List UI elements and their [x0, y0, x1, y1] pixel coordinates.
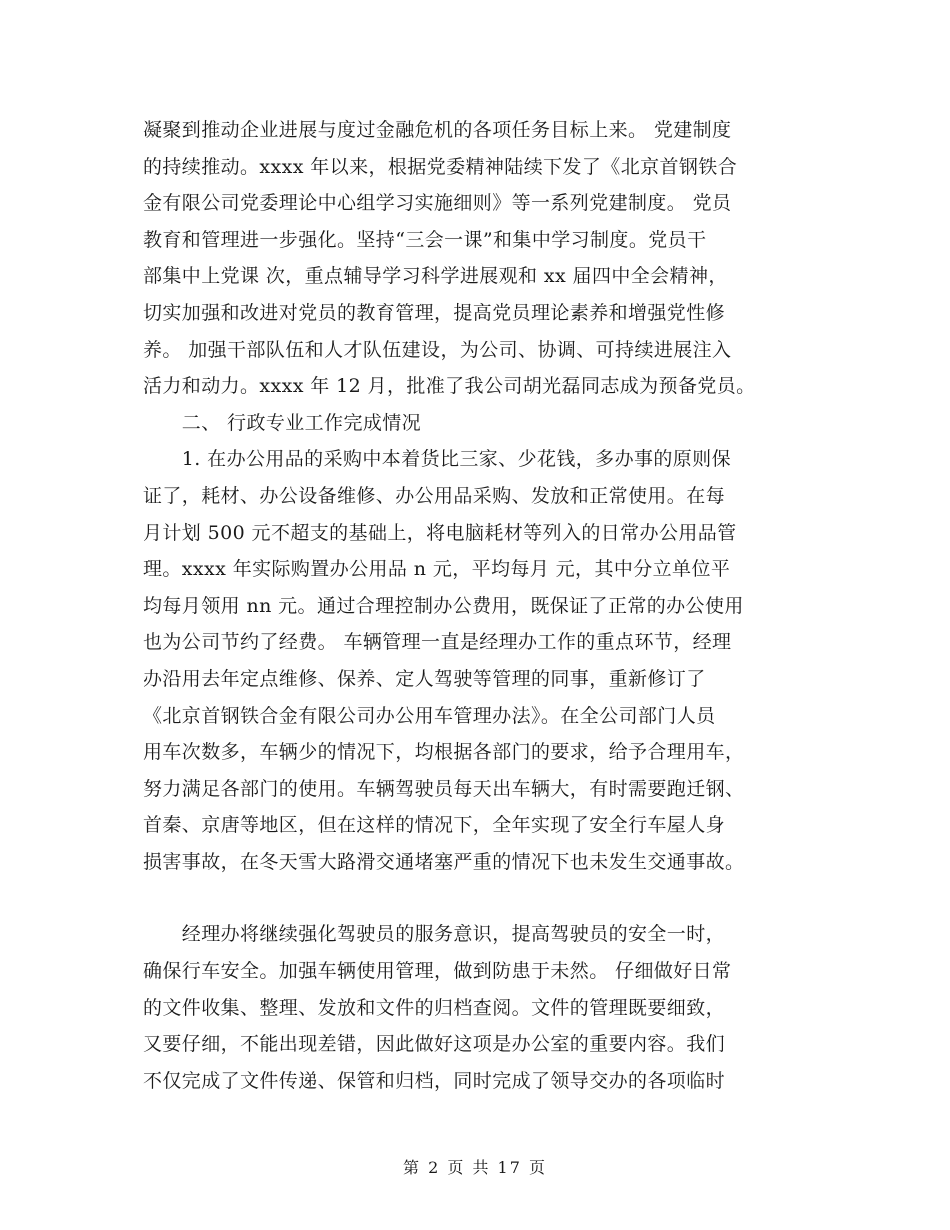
text-line: 1. 在办公用品的采购中本着货比三家、少花钱，多办事的原则保 — [143, 448, 731, 471]
paragraph-gap — [143, 880, 808, 916]
text-line: 的文件收集、整理、发放和文件的归档查阅。文件的管理既要细致， — [143, 996, 726, 1019]
text-line: 《北京首钢铁合金有限公司办公用车管理办法》。在全公司部门人员 — [143, 704, 716, 727]
text-line: 的持续推动。xxxx 年以来，根据党委精神陆续下发了《北京首钢铁合 — [143, 155, 738, 178]
text-line: 损害事故，在冬天雪大路滑交通堵塞严重的情况下也未发生交通事故。 — [143, 850, 745, 873]
text-line: 月计划 500 元不超支的基础上，将电脑耗材等列入的日常办公用品管 — [143, 521, 737, 544]
text-line: 确保行车安全。加强车辆使用管理，做到防患于未然。 仔细做好日常 — [143, 960, 732, 983]
text-line: 证了，耗材、办公设备维修、办公用品采购、发放和正常使用。在每 — [143, 484, 726, 507]
section-heading: 二、 行政专业工作完成情况 — [143, 411, 422, 434]
text-line: 活力和动力。xxxx 年 12 月，批准了我公司胡光磊同志成为预备党员。 — [143, 375, 756, 398]
text-line: 办沿用去年定点维修、保养、定人驾驶等管理的同事，重新修订了 — [143, 667, 706, 690]
page-footer: 第 2 页 共 17 页 — [403, 1158, 547, 1177]
text-line: 凝聚到推动企业进展与度过金融危机的各项任务目标上来。 党建制度 — [143, 119, 732, 141]
text-line: 均每月领用 nn 元。通过合理控制办公费用，既保证了正常的办公使用 — [143, 594, 744, 617]
text-line: 又要仔细，不能出现差错，因此做好这项是办公室的重要内容。我们 — [143, 1033, 726, 1056]
text-line: 不仅完成了文件传递、保管和归档，同时完成了领导交办的各项临时 — [143, 1069, 726, 1092]
text-line: 理。xxxx 年实际购置办公用品 n 元，平均每月 元，其中分立单位平 — [143, 558, 731, 581]
paragraph-block-2 — [143, 916, 808, 1099]
text-line: 经理办将继续强化驾驶员的服务意识，提高驾驶员的安全一时， — [143, 923, 726, 946]
document-body — [143, 112, 808, 1099]
text-line: 养。 加强干部队伍和人才队伍建设，为公司、协调、可持续进展注入 — [143, 338, 732, 361]
paragraph-block-1 — [143, 112, 808, 880]
text-line: 切实加强和改进对党员的教育管理，提高党员理论素养和增强党性修 — [143, 301, 726, 324]
text-line: 努力满足各部门的使用。车辆驾驶员每天出车辆大，有时需要跑迁钢、 — [143, 777, 745, 800]
text-line: 部集中上党课 次，重点辅导学习科学进展观和 xx 届四中全会精神， — [143, 265, 728, 288]
text-line: 首秦、京唐等地区，但在这样的情况下，全年实现了安全行车屋人身 — [143, 814, 726, 837]
text-line: 用车次数多，车辆少的情况下，均根据各部门的要求，给予合理用车， — [143, 741, 745, 764]
text-line: 教育和管理进一步强化。坚持“三会一课”和集中学习制度。党员干 — [143, 228, 707, 251]
text-line: 金有限公司党委理论中心组学习实施细则》等一系列党建制度。 党员 — [143, 192, 732, 215]
text-line: 也为公司节约了经费。 车辆管理一直是经理办工作的重点环节，经理 — [143, 631, 732, 654]
